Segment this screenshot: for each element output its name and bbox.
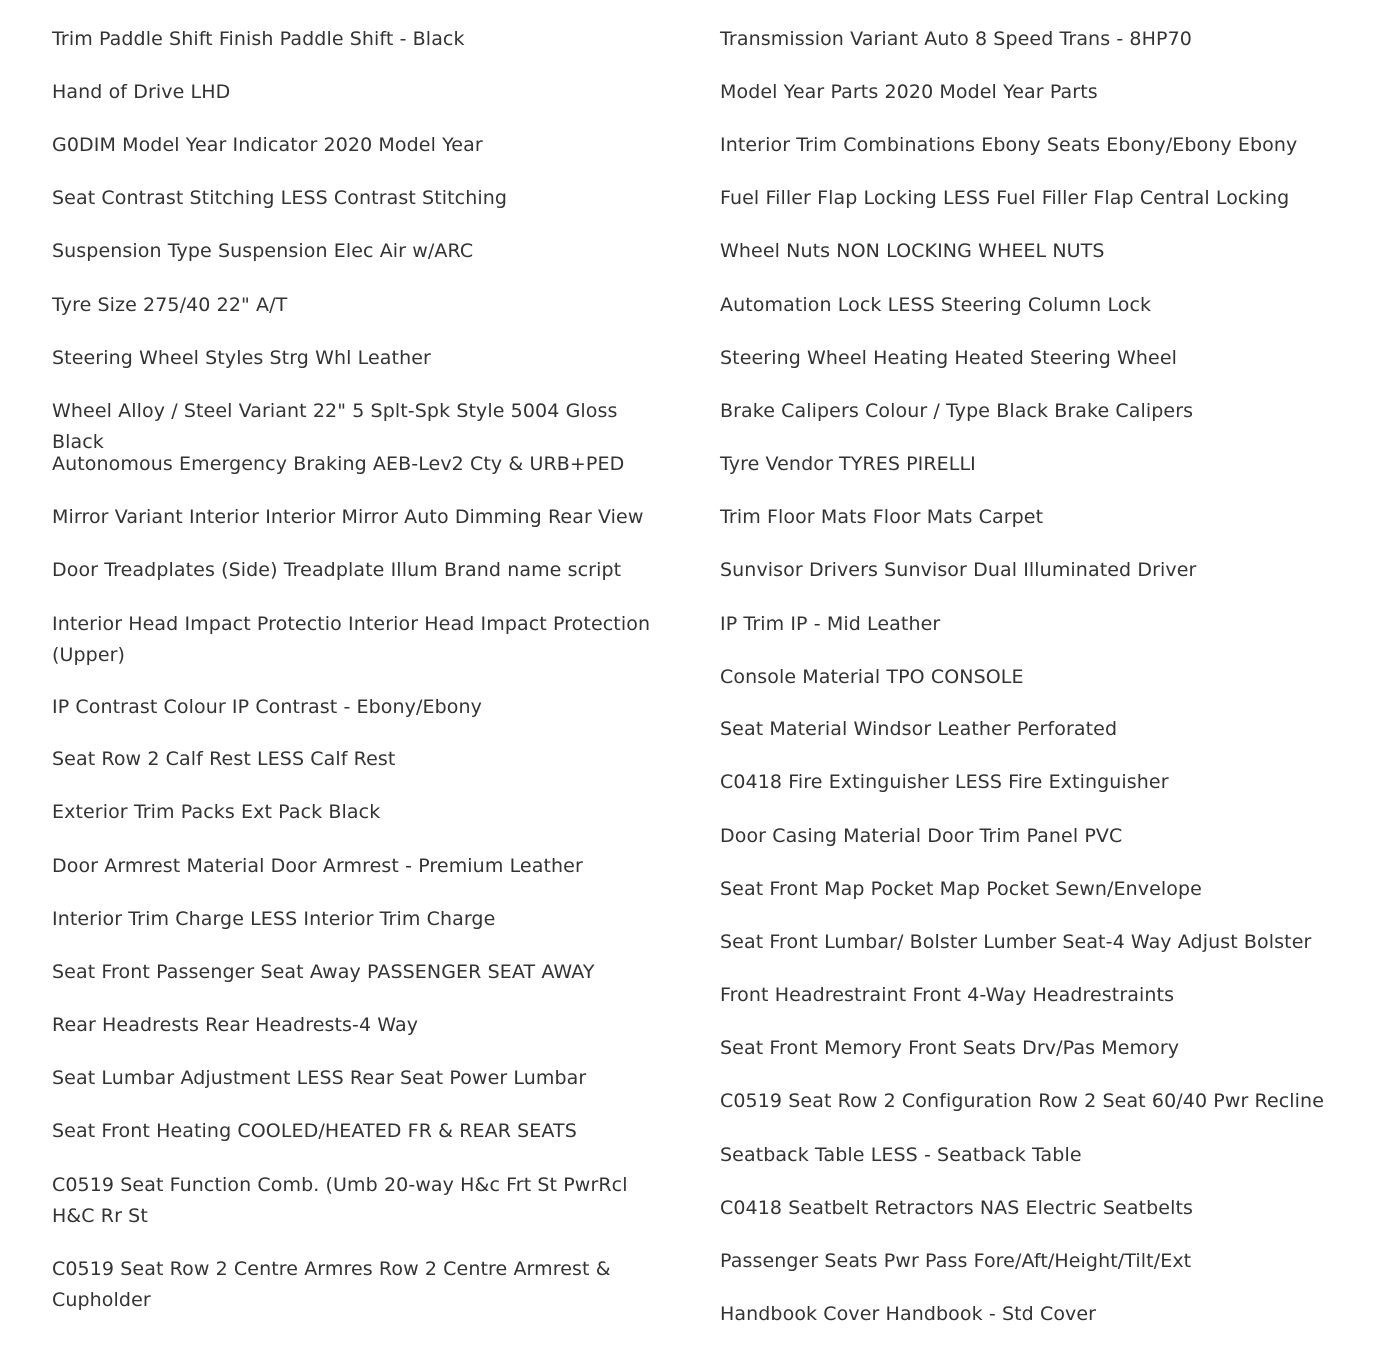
spec-item: Wheel Nuts NON LOCKING WHEEL NUTS [720,240,1105,262]
spec-item: Tyre Size 275/40 22" A/T [52,294,288,316]
spec-item: Brake Calipers Colour / Type Black Brake Calipers [720,400,1194,422]
spec-item: Passenger Seats Pwr Pass Fore/Aft/Height/Tilt/Ext [720,1250,1192,1272]
spec-item: Autonomous Emergency Braking AEB-Lev2 Cty & URB+PED [52,453,625,475]
spec-item: IP Trim IP - Mid Leather [720,613,941,635]
spec-item: Transmission Variant Auto 8 Speed Trans - 8HP70 [720,28,1192,50]
spec-item: Handbook Cover Handbook - Std Cover [720,1303,1097,1325]
spec-item: Seat Front Lumbar/ Bolster Lumber Seat-4 Way Adjust Bolster [720,931,1312,953]
spec-item: C0418 Seatbelt Retractors NAS Electric Seatbelts [720,1197,1194,1219]
spec-item: Interior Trim Combinations Ebony Seats Ebony/Ebony Ebony [720,134,1298,156]
spec-item: Seat Material Windsor Leather Perforated [720,718,1118,740]
spec-item: Hand of Drive LHD [52,81,231,103]
spec-item: Suspension Type Suspension Elec Air w/ARC [52,240,474,262]
spec-item: Interior Trim Charge LESS Interior Trim Charge [52,908,496,930]
spec-item: Door Treadplates (Side) Treadplate Illum Brand name script [52,559,622,581]
spec-item: Mirror Variant Interior Interior Mirror Auto Dimming Rear View [52,506,644,528]
spec-item: Seatback Table LESS - Seatback Table [720,1144,1082,1166]
spec-item: Seat Contrast Stitching LESS Contrast Stitching [52,187,508,209]
spec-item: IP Contrast Colour IP Contrast - Ebony/Ebony [52,696,482,718]
spec-item: Console Material TPO CONSOLE [720,666,1024,688]
spec-item: C0519 Seat Row 2 Configuration Row 2 Seat 60/40 Pwr Recline [720,1090,1324,1112]
spec-item: Tyre Vendor TYRES PIRELLI [720,453,976,475]
spec-item: Front Headrestraint Front 4-Way Headrestraints [720,984,1175,1006]
spec-item: C0519 Seat Function Comb. (Umb 20-way H&c Frt St PwrRcl H&C Rr St [52,1174,628,1227]
spec-item: Interior Head Impact Protectio Interior Head Impact Protection (Upper) [52,613,651,666]
spec-item: Automation Lock LESS Steering Column Lock [720,294,1152,316]
spec-item: Door Casing Material Door Trim Panel PVC [720,825,1123,847]
spec-item: Trim Floor Mats Floor Mats Carpet [720,506,1044,528]
spec-item: Door Armrest Material Door Armrest - Premium Leather [52,855,583,877]
spec-item: Sunvisor Drivers Sunvisor Dual Illuminated Driver [720,559,1197,581]
spec-item: Seat Row 2 Calf Rest LESS Calf Rest [52,748,396,770]
spec-item: Seat Front Passenger Seat Away PASSENGER SEAT AWAY [52,961,595,983]
spec-item: Wheel Alloy / Steel Variant 22" 5 Splt-Spk Style 5004 Gloss Black [52,400,618,453]
spec-item: Fuel Filler Flap Locking LESS Fuel Filler Flap Central Locking [720,187,1290,209]
spec-item: Rear Headrests Rear Headrests-4 Way [52,1014,419,1036]
spec-item: Seat Lumbar Adjustment LESS Rear Seat Power Lumbar [52,1067,587,1089]
spec-item: Seat Front Map Pocket Map Pocket Sewn/Envelope [720,878,1202,900]
spec-item: Trim Paddle Shift Finish Paddle Shift - Black [52,28,465,50]
spec-item: G0DIM Model Year Indicator 2020 Model Year [52,134,483,156]
spec-item: C0418 Fire Extinguisher LESS Fire Extinguisher [720,771,1169,793]
spec-item: Seat Front Heating COOLED/HEATED FR & REAR SEATS [52,1120,577,1142]
spec-item: Steering Wheel Heating Heated Steering Wheel [720,347,1178,369]
spec-item: Steering Wheel Styles Strg Whl Leather [52,347,431,369]
spec-item: Model Year Parts 2020 Model Year Parts [720,81,1098,103]
spec-item: C0519 Seat Row 2 Centre Armres Row 2 Centre Armrest & Cupholder [52,1258,611,1311]
spec-item: Exterior Trim Packs Ext Pack Black [52,801,381,823]
spec-item: Seat Front Memory Front Seats Drv/Pas Memory [720,1037,1180,1059]
